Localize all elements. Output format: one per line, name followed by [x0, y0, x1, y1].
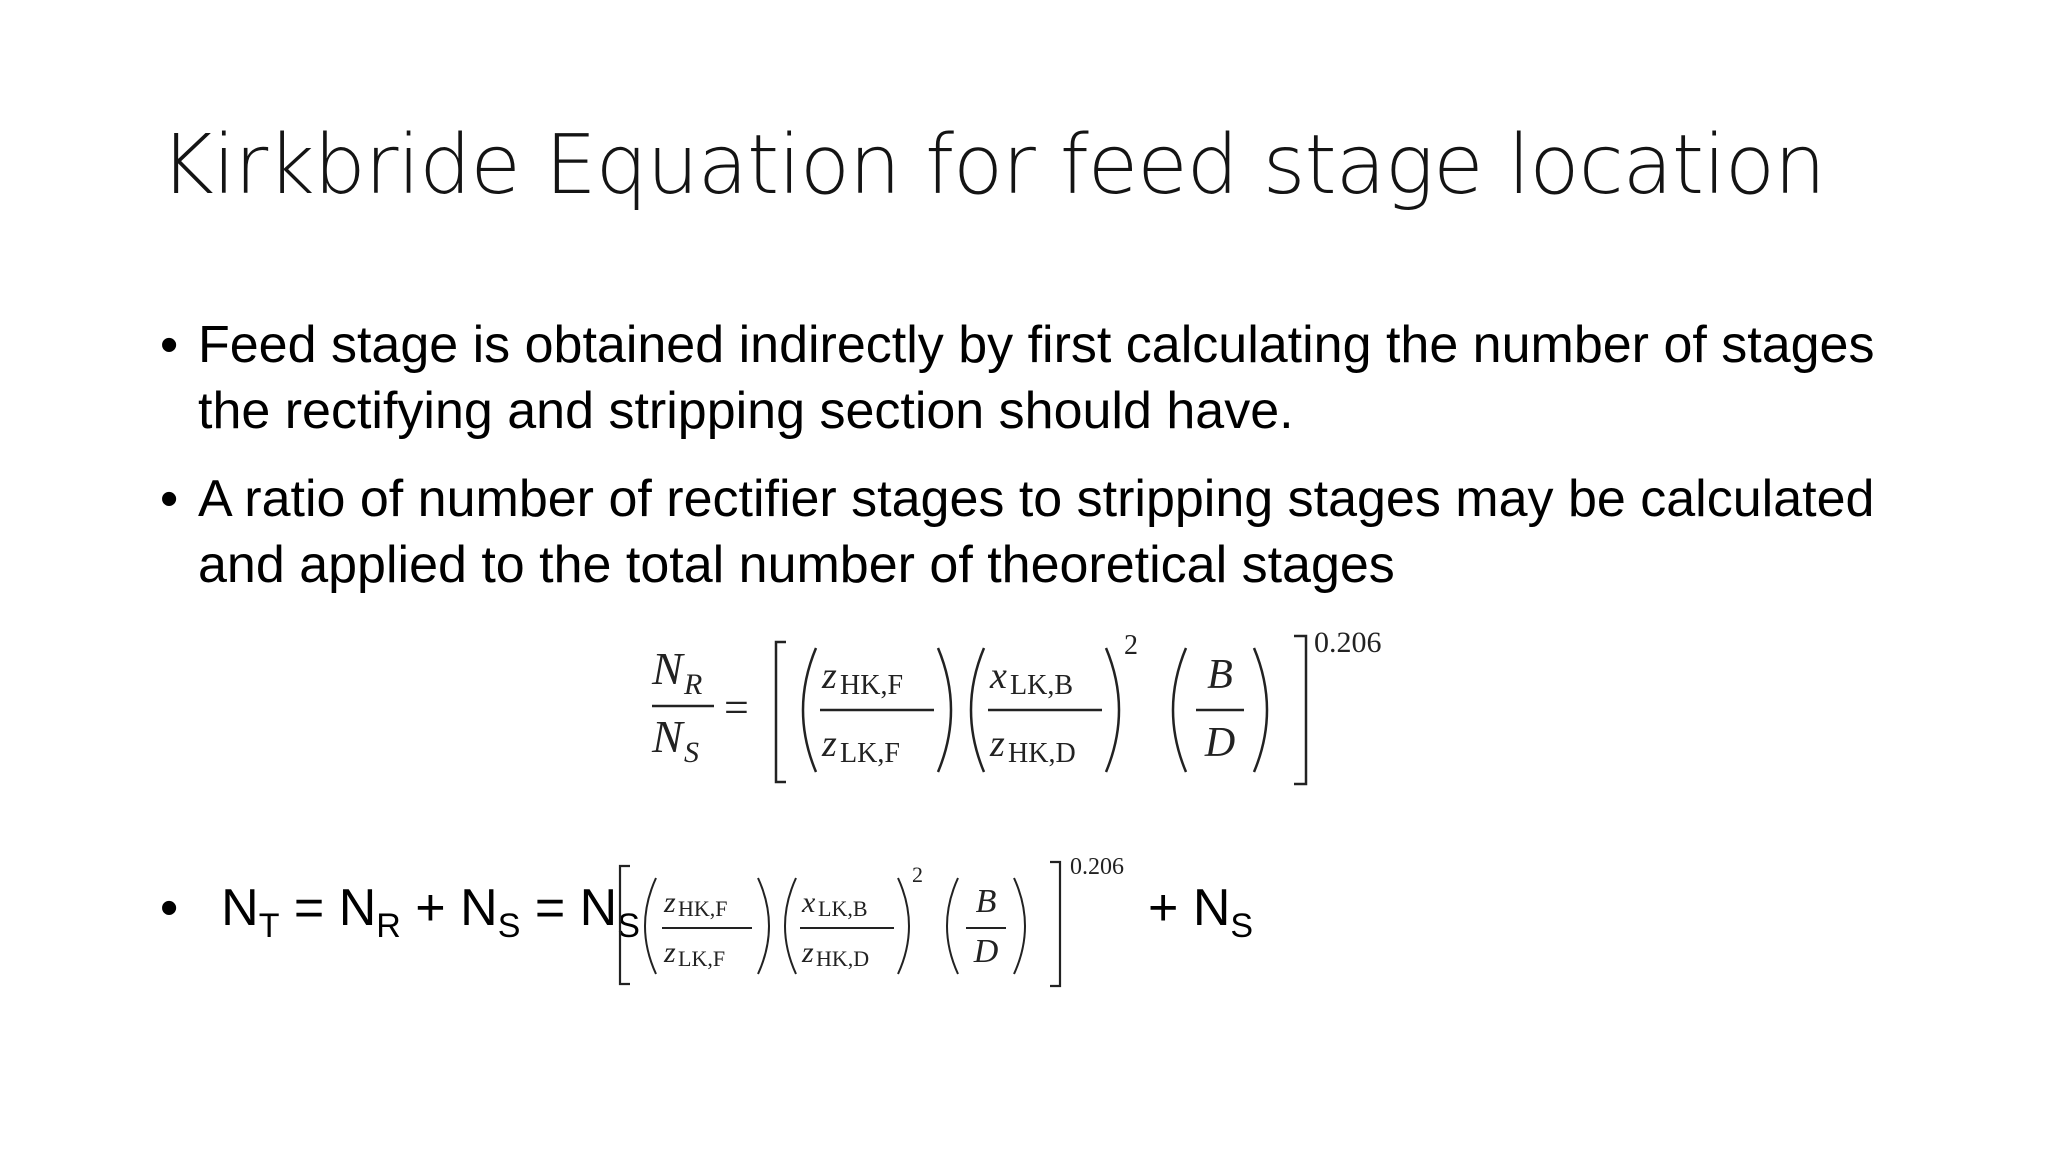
f1-left-paren-small: [645, 878, 656, 974]
right-bracket-small: [1050, 862, 1060, 986]
f3-denominator: D: [1204, 720, 1236, 766]
f2-left-paren: [971, 648, 984, 772]
kirkbride-equation: [640, 622, 1400, 802]
f2-numerator-sub: LK,B: [1010, 670, 1073, 701]
f2-numerator: x: [990, 655, 1007, 697]
bullet-item: [160, 466, 1920, 598]
f3-numerator-small: B: [975, 883, 997, 920]
f1-numerator-sub-small: HK,F: [678, 896, 728, 921]
f1-right-paren: [938, 648, 951, 772]
f1-numerator-sub: HK,F: [840, 670, 904, 701]
f1-right-paren-small: [758, 878, 769, 974]
f1-denominator-small: z: [664, 936, 676, 969]
square-exponent-small: 2: [912, 862, 923, 887]
bullet-item: [160, 312, 1920, 444]
f2-right-paren-small: [898, 878, 909, 974]
f3-numerator: B: [1207, 652, 1233, 698]
ratio-exponent: 0.206: [1314, 626, 1382, 659]
f3-left-paren-small: [947, 878, 958, 974]
f1-denominator: z: [822, 723, 837, 765]
f1-left-paren: [803, 648, 816, 772]
bracket-expression-graphic: [612, 848, 1152, 998]
left-bracket: [776, 642, 786, 782]
f2-numerator-sub-small: LK,B: [818, 896, 868, 921]
total-stages-bracket-expression: [612, 848, 1152, 998]
bullet-dot: •: [160, 470, 179, 528]
ns2-sub: S: [617, 907, 640, 945]
kirkbride-equation-graphic: [640, 622, 1400, 802]
ns3-symbol: N: [1192, 879, 1231, 937]
f3-right-paren-small: [1014, 878, 1025, 974]
lhs-numerator: N: [652, 643, 683, 694]
f2-denominator-sub-small: HK,D: [816, 946, 870, 971]
plus-2: +: [1148, 879, 1193, 937]
f2-left-paren-small: [785, 878, 796, 974]
ns1-sub: S: [497, 907, 521, 945]
bullet-text: A ratio of number of rectifier stages to stripping stages may be calculated and applied to the total number of theoretical stages: [198, 470, 1875, 594]
f1-denominator-sub: LK,F: [840, 738, 900, 769]
left-bracket-small: [620, 866, 630, 984]
f2-denominator: z: [990, 723, 1005, 765]
f3-right-paren: [1254, 648, 1267, 772]
bullet-dot: •: [160, 879, 179, 937]
lhs-numerator-sub: R: [684, 668, 703, 701]
plus-1: +: [400, 879, 461, 937]
total-stages-line: [160, 878, 640, 944]
slide-title: Kirkbride Equation for feed stage location: [160, 118, 1825, 213]
nr-symbol: N: [338, 879, 377, 937]
equals-sign: =: [724, 683, 749, 732]
bullet-dot: •: [160, 316, 179, 374]
ns3-sub: S: [1230, 907, 1254, 945]
lhs-denominator: N: [652, 711, 683, 762]
bullet-list: [160, 312, 1920, 620]
equals-2: =: [520, 879, 580, 937]
nt-sub: T: [258, 907, 280, 945]
nt-symbol: N: [221, 879, 259, 937]
ns1-symbol: N: [460, 879, 498, 937]
f1-numerator: z: [822, 655, 837, 697]
square-exponent: 2: [1124, 630, 1138, 661]
f2-numerator-small: x: [802, 886, 816, 919]
equals-1: =: [279, 879, 339, 937]
f2-right-paren: [1106, 648, 1119, 772]
bullet-text: Feed stage is obtained indirectly by first calculating the number of stages the rectifying and stripping section should have.: [198, 316, 1875, 440]
f2-denominator-small: z: [802, 936, 814, 969]
f3-denominator-small: D: [973, 933, 999, 970]
right-bracket: [1294, 636, 1306, 784]
nr-sub: R: [376, 907, 401, 945]
f2-denominator-sub: HK,D: [1008, 738, 1076, 769]
f1-denominator-sub-small: LK,F: [678, 946, 726, 971]
f3-left-paren: [1173, 648, 1186, 772]
f1-numerator-small: z: [664, 886, 676, 919]
lhs-denominator-sub: S: [684, 736, 699, 769]
ns2-symbol: N: [579, 879, 618, 937]
ns-tail: [1148, 878, 1254, 945]
ratio-exponent-small: 0.206: [1070, 854, 1124, 880]
